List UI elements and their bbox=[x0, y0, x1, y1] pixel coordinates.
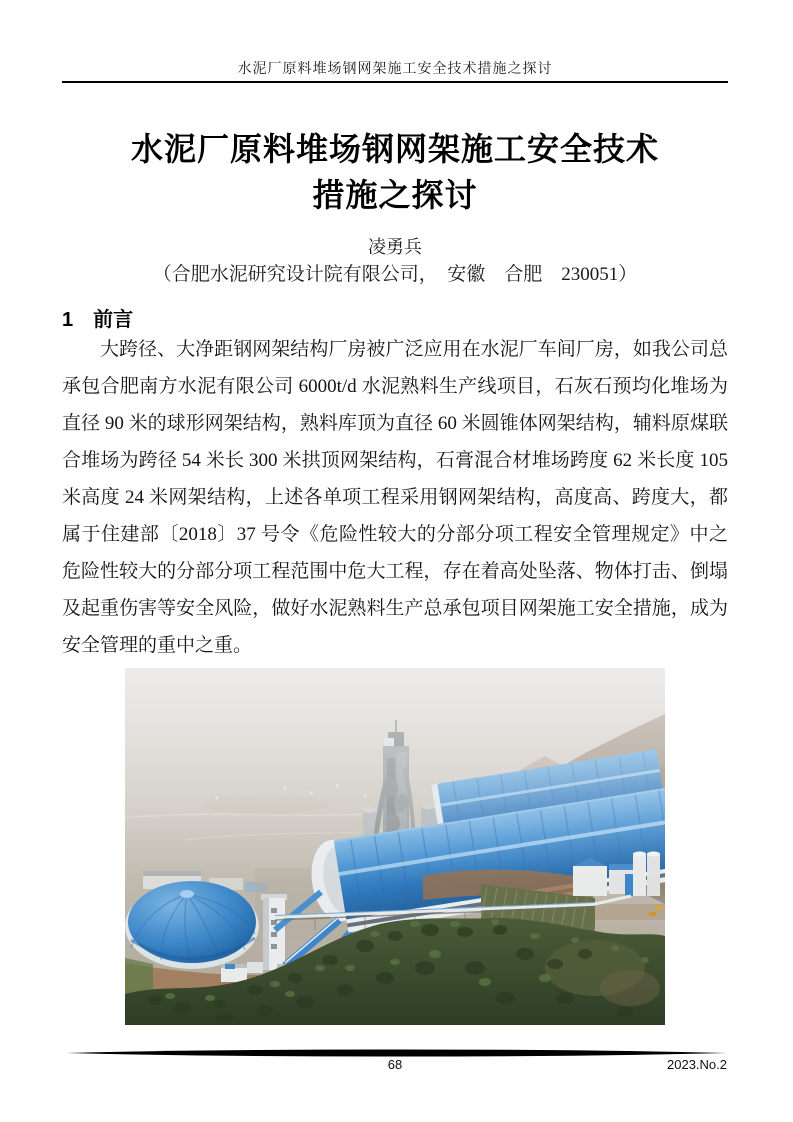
issue-label: 2023.No.2 bbox=[667, 1057, 727, 1072]
author-affiliation: （合肥水泥研究设计院有限公司， 安徽 合肥 230051） bbox=[152, 264, 638, 285]
article-title-line2: 措施之探讨 bbox=[312, 177, 478, 213]
cement-plant-photo-illustration bbox=[125, 668, 665, 1025]
article-title bbox=[62, 126, 728, 218]
footer-bar bbox=[67, 1049, 727, 1057]
author-name: 凌勇兵 bbox=[368, 237, 422, 257]
header-rule bbox=[62, 81, 728, 83]
page-number: 68 bbox=[387, 1057, 403, 1072]
section-heading: 1 前言 bbox=[62, 309, 134, 331]
haze-overlay bbox=[125, 668, 665, 883]
body-paragraph: 大跨径、大净距钢网架结构厂房被广泛应用在水泥厂车间厂房，如我公司总承包合肥南方水泥有限公司 6000t/d 水泥熟料生产线项目，石灰石预均化堆场为直径 90 米的球形网架结构，熟料库顶为直径 60 米圆锥体网架结构，辅料原煤联合堆场为跨径 54 米长 300 米拱顶网架结构，石膏混合材堆场跨度 62 米长度 105 米高度 24 米网架结构，上述各单项工程采用钢网架结构，高度高、跨度大，都属于住建部〔2018〕37 号令《危险性较大的分部分项工程安全管理规定》中之危险性较大的分部分项工程范围中危大工程，存在着高处坠落、物体打击、倒塌及起重伤害等安全风险，做好水泥熟料生产总承包项目网架施工安全措施，成为安全管理的重中之重。 bbox=[62, 339, 728, 656]
article-title-line1: 水泥厂原料堆场钢网架施工安全技术 bbox=[130, 131, 659, 167]
figure-aerial-photo bbox=[125, 668, 665, 1025]
running-header: 水泥厂原料堆场钢网架施工安全技术措施之探讨 bbox=[237, 62, 553, 77]
